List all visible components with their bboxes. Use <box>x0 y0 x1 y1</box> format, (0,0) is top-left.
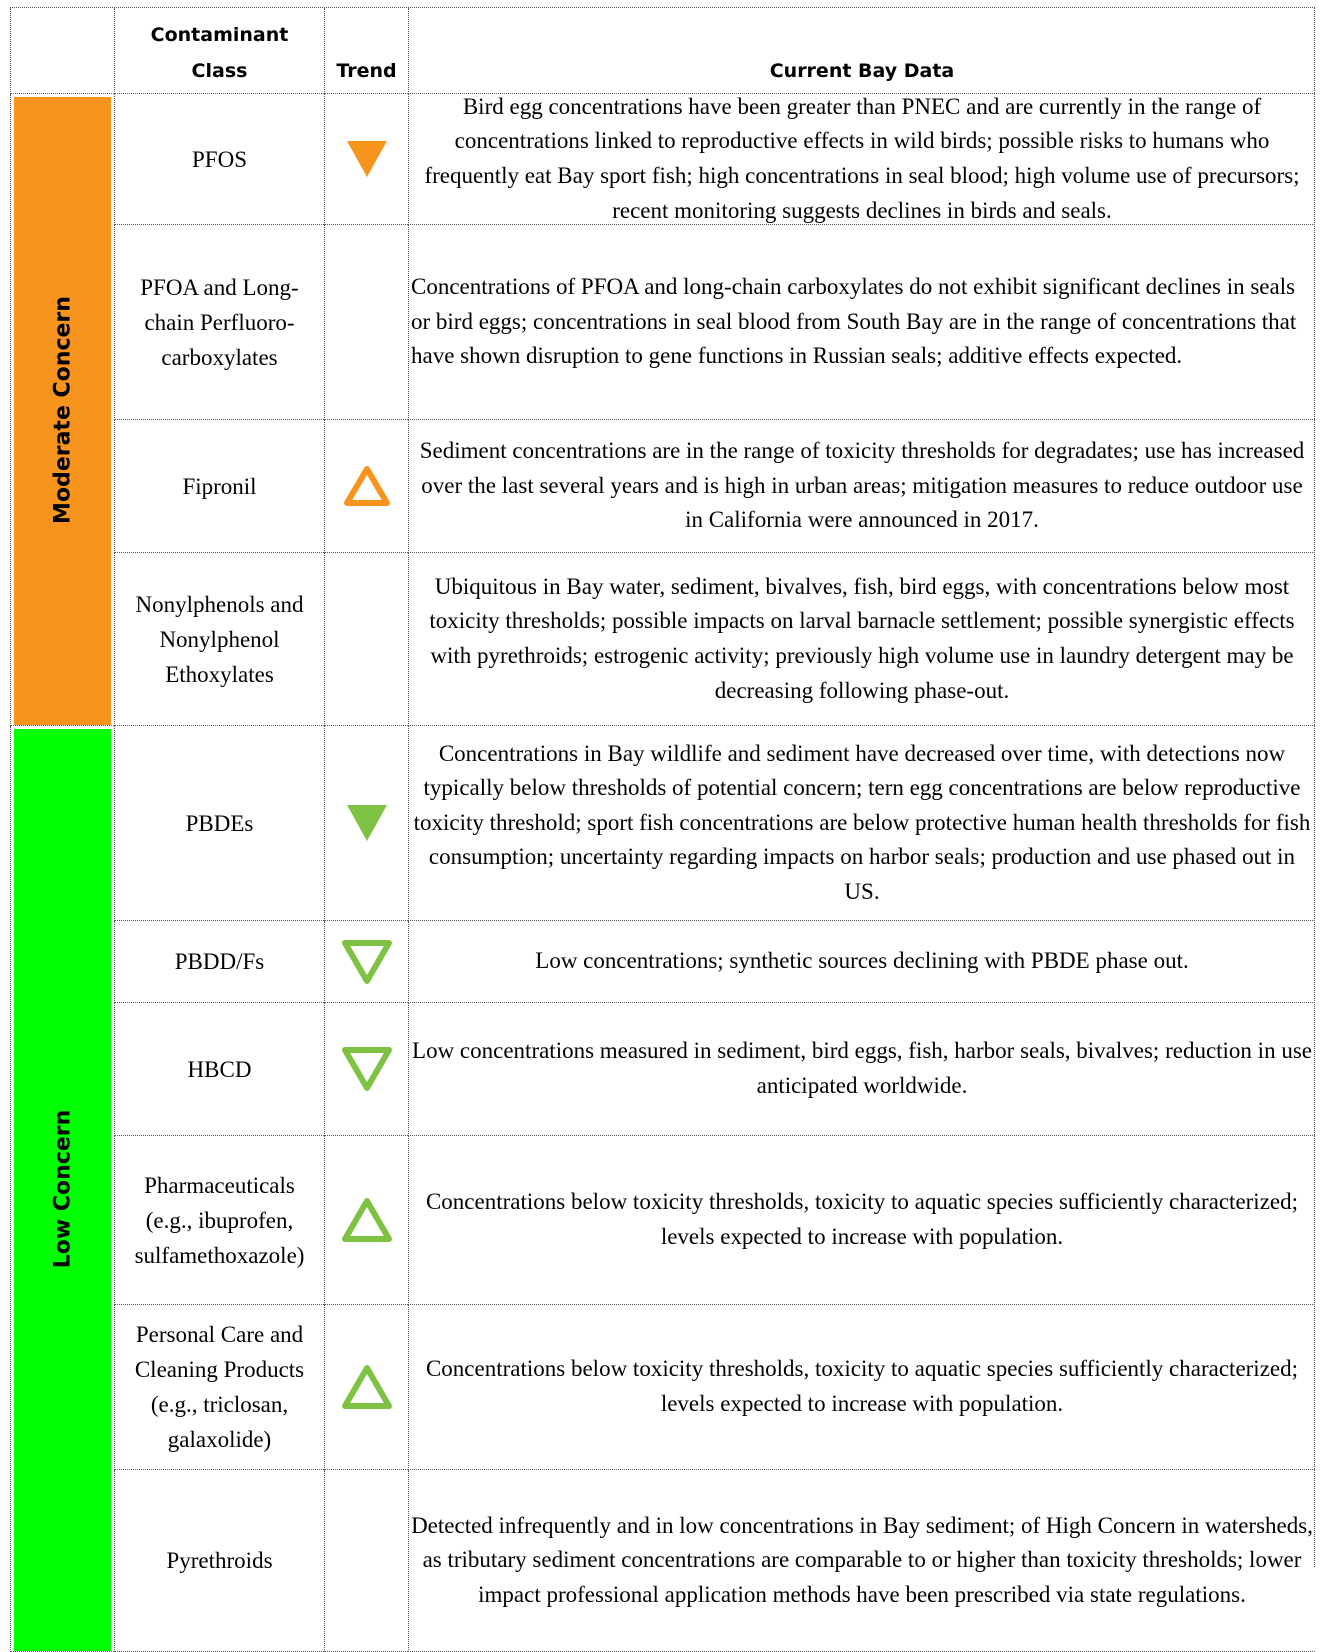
data-cell <box>408 225 1315 420</box>
data-text: Ubiquitous in Bay water, sediment, bivalves, fish, bird eggs, with concentrations below most toxicity thresholds; possible impacts on larval barnacle settlement; possible synergistic effects with pyrethroids; estrogenic activity; previously high volume use in laundry detergent may be decreasing following phase-out. <box>429 573 1295 703</box>
contaminant-table <box>10 7 1315 1607</box>
outline-down-triangle-icon <box>340 1045 394 1093</box>
trend-cell <box>324 921 408 1003</box>
data-text: Concentrations of PFOA and long-chain carboxylates do not exhibit significant declines in seals or bird eggs; concentrations in seal blood from South Bay are in the range of concentrations that have shown disruption to gene functions in Russian seals; additive effects expected. <box>411 274 1297 369</box>
data-cell <box>408 553 1315 726</box>
class-cell <box>114 1003 324 1136</box>
data-cell <box>408 1470 1315 1652</box>
data-text: Concentrations in Bay wildlife and sediment have decreased over time, with detections now typically below thresholds of potential concern; tern egg concentrations are below reproductive toxicity threshold; sport fish concentrations are below protective human health thresholds for fish consumption; uncertainty regarding impacts on harbor seals; production and use phased out in US. <box>413 740 1311 904</box>
trend-cell <box>324 1136 408 1305</box>
class-name: Pharmaceuticals (e.g., ibuprofen, sulfamethoxazole) <box>134 1172 305 1268</box>
band-moderate-concern <box>10 94 114 726</box>
header-spacer <box>10 8 114 94</box>
data-text: Low concentrations; synthetic sources declining with PBDE phase out. <box>535 948 1189 974</box>
class-name: PBDEs <box>185 810 254 836</box>
data-cell <box>408 921 1315 1003</box>
data-cell <box>408 94 1315 225</box>
data-text: Low concentrations measured in sediment, bird eggs, fish, harbor seals, bivalves; reduction in use anticipated worldwide. <box>412 1038 1312 1098</box>
trend-cell <box>324 1003 408 1136</box>
header-contaminant-class <box>114 8 324 94</box>
class-cell <box>114 1305 324 1470</box>
class-cell <box>114 1136 324 1305</box>
data-text: Bird egg concentrations have been greater than PNEC and are currently in the range of concentrations linked to reproductive effects in wild birds; possible risks to humans who frequently eat Bay sport fish; high concentrations in seal blood; high volume use of precursors; recent monitoring suggests declines in birds and seals. <box>424 93 1300 223</box>
filled-down-triangle-icon <box>345 139 389 179</box>
class-name: Fipronil <box>182 473 257 499</box>
trend-cell <box>324 94 408 225</box>
data-text: Sediment concentrations are in the range of toxicity thresholds for degradates; use has increased over the last several years and is high in urban areas; mitigation measures to reduce outdoor use in California were announced in 2017. <box>419 438 1305 533</box>
band-moderate-label: Moderate Concern <box>50 295 75 524</box>
class-cell <box>114 94 324 225</box>
class-name: PFOA and Long-chain Perfluoro-carboxylates <box>140 274 299 370</box>
trend-cell <box>324 1305 408 1470</box>
class-name: Nonylphenols and Nonylphenol Ethoxylates <box>135 591 304 687</box>
trend-cell <box>324 1470 408 1652</box>
data-cell <box>408 1003 1315 1136</box>
class-cell <box>114 420 324 553</box>
class-name: PBDD/Fs <box>174 949 265 974</box>
class-name: Pyrethroids <box>166 1548 273 1573</box>
outline-up-triangle-icon <box>342 464 392 508</box>
data-text: Concentrations below toxicity thresholds, toxicity to aquatic species sufficiently characterized; levels expected to increase with population. <box>425 1356 1299 1416</box>
header-data-label: Current Bay Data <box>769 60 955 82</box>
data-cell <box>408 726 1315 921</box>
class-cell <box>114 921 324 1003</box>
class-cell <box>114 225 324 420</box>
class-name: HBCD <box>187 1056 252 1082</box>
data-cell <box>408 420 1315 553</box>
data-cell <box>408 1136 1315 1305</box>
class-cell <box>114 1470 324 1652</box>
class-cell <box>114 726 324 921</box>
band-low-concern <box>10 726 114 1652</box>
filled-down-triangle-icon <box>345 803 389 843</box>
header-class-label: Contaminant Class <box>150 24 289 82</box>
header-trend <box>324 8 408 94</box>
class-name: PFOS <box>192 146 247 172</box>
data-text: Concentrations below toxicity thresholds, toxicity to aquatic species sufficiently characterized; levels expected to increase with population. <box>425 1189 1299 1249</box>
trend-cell <box>324 225 408 420</box>
data-text: Detected infrequently and in low concentrations in Bay sediment; of High Concern in watersheds, as tributary sediment concentrations are comparable to or higher than toxicity thresholds; lower impact professional application methods have been prescribed via state regulations. <box>411 1512 1313 1607</box>
trend-cell <box>324 420 408 553</box>
outline-down-triangle-icon <box>340 938 394 986</box>
outline-up-triangle-icon <box>340 1363 394 1411</box>
class-name: Personal Care and Cleaning Products (e.g., triclosan, galaxolide) <box>134 1322 305 1452</box>
trend-cell <box>324 553 408 726</box>
header-trend-label: Trend <box>336 60 397 82</box>
header-current-bay-data <box>408 8 1315 94</box>
class-cell <box>114 553 324 726</box>
band-low-label: Low Concern <box>50 1109 75 1268</box>
data-cell <box>408 1305 1315 1470</box>
outline-up-triangle-icon <box>340 1196 394 1244</box>
trend-cell <box>324 726 408 921</box>
